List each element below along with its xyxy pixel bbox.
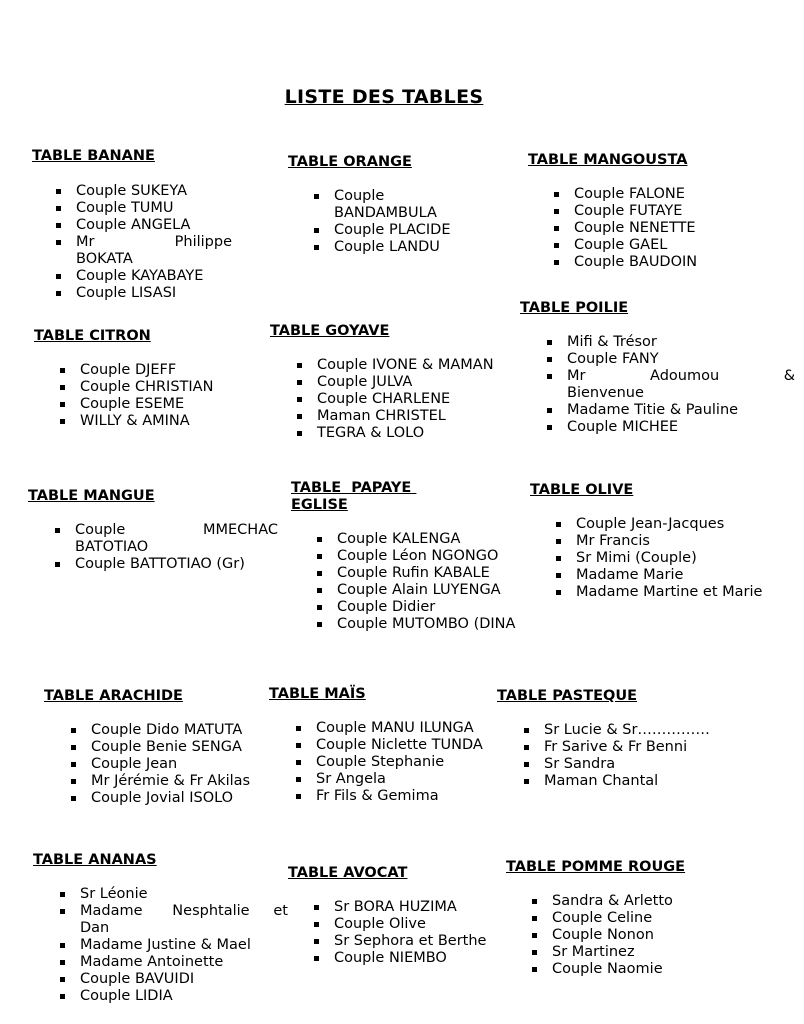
list-item: Couple FANY (545, 351, 795, 368)
bullet-icon (314, 956, 319, 961)
table-title: TABLE AVOCAT (288, 865, 408, 881)
page-title: LISTE DES TABLES (284, 86, 484, 108)
bullet-icon (71, 779, 76, 784)
list-item: Couple Alain LUYENGA (315, 582, 545, 599)
list-item: Mr Adoumou & Bienvenue (545, 368, 795, 402)
list-item: Couple CHRISTIAN (58, 379, 254, 396)
table-mangue (28, 488, 278, 598)
list-item: Couple TUMU (54, 200, 232, 217)
bullet-icon (554, 260, 559, 265)
list-item: Couple FALONE (552, 186, 768, 203)
list-item: Sandra & Arletto (530, 893, 746, 910)
table-mais (269, 686, 488, 811)
list-item: Couple NIEMBO (312, 950, 522, 967)
bullet-icon (60, 909, 65, 914)
list-item: Couple BAVUIDI (58, 971, 288, 988)
list-item: Couple BANDAMBULA (312, 188, 434, 222)
list-item: Couple ANGELA (54, 217, 232, 234)
bullet-icon (554, 192, 559, 197)
bullet-icon (532, 933, 537, 938)
list-item: Couple MANU ILUNGA (294, 720, 534, 737)
list-item: Couple ESEME (58, 396, 254, 413)
list-item: Couple Dido MATUTA (69, 722, 309, 739)
list-item: Mr Philippe BOKATA (54, 234, 232, 268)
table-title: TABLE GOYAVE (270, 323, 390, 339)
table-title: TABLE POILIE (520, 300, 629, 316)
table-papaye-eglise (291, 480, 521, 635)
bullet-icon (547, 357, 552, 362)
bullet-icon (314, 939, 319, 944)
guest-list (312, 899, 522, 967)
list-item: Madame Marie (554, 567, 804, 584)
bullet-icon (297, 397, 302, 402)
bullet-icon (547, 425, 552, 430)
bullet-icon (556, 522, 561, 527)
bullet-icon (524, 745, 529, 750)
list-item: Sr Sephora et Berthe (312, 933, 522, 950)
list-item: Couple Niclette TUNDA (294, 737, 534, 754)
list-item: Couple Nonon (530, 927, 746, 944)
bullet-icon (296, 777, 301, 782)
list-item: Sr Angela (294, 771, 534, 788)
bullet-icon (547, 374, 552, 379)
table-pomme-rouge (506, 859, 746, 984)
guest-list (554, 516, 804, 601)
list-item: Mr Jérémie & Fr Akilas (69, 773, 309, 790)
guest-list (58, 362, 254, 430)
guest-list (58, 886, 288, 1005)
guest-list (522, 722, 757, 790)
table-goyave (270, 323, 510, 448)
bullet-icon (314, 245, 319, 250)
table-poilie (520, 300, 795, 440)
list-item: Couple GAEL (552, 237, 768, 254)
bullet-icon (524, 779, 529, 784)
bullet-icon (71, 745, 76, 750)
table-orange (288, 154, 478, 264)
list-item: WILLY & AMINA (58, 413, 254, 430)
list-item: Couple BATTOTIAO (Gr) (53, 556, 278, 573)
list-item: Sr Lucie & Sr…………… (522, 722, 757, 739)
list-item: Madame Antoinette (58, 954, 288, 971)
bullet-icon (60, 419, 65, 424)
list-item: Couple KALENGA (315, 531, 545, 548)
bullet-icon (556, 590, 561, 595)
guest-list (552, 186, 768, 271)
list-item: Couple MICHEE (545, 419, 795, 436)
guest-list (54, 183, 232, 302)
list-item: Madame Nesphtalie et Dan (58, 903, 288, 937)
list-item: Couple Benie SENGA (69, 739, 309, 756)
bullet-icon (60, 960, 65, 965)
bullet-icon (317, 554, 322, 559)
bullet-icon (297, 363, 302, 368)
list-item: Couple PLACIDE (312, 222, 478, 239)
list-item: Couple LANDU (312, 239, 478, 256)
bullet-icon (317, 622, 322, 627)
list-item: Sr BORA HUZIMA (312, 899, 522, 916)
list-item: Fr Fils & Gemima (294, 788, 534, 805)
list-item: Couple JULVA (295, 374, 510, 391)
list-item: Couple MMECHAC BATOTIAO (53, 522, 278, 556)
list-item: Couple LIDIA (58, 988, 288, 1005)
list-item: Couple Naomie (530, 961, 746, 978)
bullet-icon (314, 922, 319, 927)
list-item: Sr Mimi (Couple) (554, 550, 804, 567)
table-avocat (288, 865, 508, 975)
table-title: TABLE MANGUE (28, 488, 155, 504)
table-mangousta (528, 152, 768, 272)
bullet-icon (547, 340, 552, 345)
bullet-icon (532, 950, 537, 955)
list-item: Maman Chantal (522, 773, 757, 790)
bullet-icon (60, 385, 65, 390)
list-item: Madame Justine & Mael (58, 937, 288, 954)
bullet-icon (60, 402, 65, 407)
bullet-icon (317, 537, 322, 542)
list-item: Fr Sarive & Fr Benni (522, 739, 757, 756)
list-item: Couple Celine (530, 910, 746, 927)
bullet-icon (524, 762, 529, 767)
bullet-icon (60, 994, 65, 999)
bullet-icon (532, 916, 537, 921)
guest-list (545, 334, 795, 436)
bullet-icon (554, 209, 559, 214)
bullet-icon (532, 899, 537, 904)
table-banane (32, 148, 232, 301)
guest-list (53, 522, 278, 573)
guest-list (295, 357, 510, 442)
list-item: Maman CHRISTEL (295, 408, 510, 425)
list-item: Couple KAYABAYE (54, 268, 232, 285)
bullet-icon (71, 762, 76, 767)
list-item: Couple Stephanie (294, 754, 534, 771)
list-item: Couple Jean (69, 756, 309, 773)
table-title: TABLE POMME ROUGE (506, 859, 686, 875)
bullet-icon (556, 556, 561, 561)
bullet-icon (56, 274, 61, 279)
table-title: TABLE MANGOUSTA (528, 152, 688, 168)
bullet-icon (554, 243, 559, 248)
bullet-icon (56, 223, 61, 228)
bullet-icon (547, 408, 552, 413)
bullet-icon (317, 588, 322, 593)
table-title: TABLE CITRON (34, 328, 151, 344)
list-item: Sr Sandra (522, 756, 757, 773)
bullet-icon (71, 728, 76, 733)
bullet-icon (56, 240, 61, 245)
table-title: TABLE ORANGE (288, 154, 412, 170)
table-title: TABLE PASTEQUE (497, 688, 637, 704)
list-item: Couple SUKEYA (54, 183, 232, 200)
bullet-icon (60, 368, 65, 373)
bullet-icon (60, 943, 65, 948)
list-item: Couple Léon NGONGO (315, 548, 545, 565)
bullet-icon (317, 605, 322, 610)
bullet-icon (556, 539, 561, 544)
bullet-icon (56, 291, 61, 296)
bullet-icon (524, 728, 529, 733)
table-citron (34, 328, 254, 438)
bullet-icon (297, 380, 302, 385)
table-title: TABLE PAPAYE EGLISE (291, 480, 417, 513)
list-item: Couple LISASI (54, 285, 232, 302)
bullet-icon (554, 226, 559, 231)
guest-list (315, 531, 545, 633)
table-ananas (33, 852, 288, 1008)
list-item: Madame Titie & Pauline (545, 402, 795, 419)
table-title: TABLE OLIVE (530, 482, 634, 498)
list-item: TEGRA & LOLO (295, 425, 510, 442)
list-item: Mifi & Trésor (545, 334, 795, 351)
table-olive (530, 482, 768, 607)
bullet-icon (296, 726, 301, 731)
list-item: Couple BAUDOIN (552, 254, 768, 271)
list-item: Couple Didier (315, 599, 545, 616)
bullet-icon (296, 794, 301, 799)
table-title: TABLE MAÏS (269, 686, 366, 702)
bullet-icon (71, 796, 76, 801)
list-item: Couple Jovial ISOLO (69, 790, 309, 807)
list-item: Couple DJEFF (58, 362, 254, 379)
list-item: Couple Rufin KABALE (315, 565, 545, 582)
bullet-icon (532, 967, 537, 972)
bullet-icon (296, 760, 301, 765)
bullet-icon (317, 571, 322, 576)
table-pasteque (497, 688, 757, 803)
bullet-icon (314, 905, 319, 910)
list-item: Couple IVONE & MAMAN (295, 357, 510, 374)
list-item: Sr Martinez (530, 944, 746, 961)
table-title: TABLE BANANE (32, 148, 155, 164)
table-arachide (44, 688, 260, 813)
list-item: Couple Olive (312, 916, 522, 933)
guest-list (530, 893, 746, 978)
list-item: Mr Francis (554, 533, 804, 550)
bullet-icon (60, 892, 65, 897)
bullet-icon (297, 431, 302, 436)
bullet-icon (556, 573, 561, 578)
list-item: Couple CHARLENE (295, 391, 510, 408)
bullet-icon (60, 977, 65, 982)
bullet-icon (56, 206, 61, 211)
bullet-icon (297, 414, 302, 419)
list-item: Couple MUTOMBO (DINA (315, 616, 545, 633)
guest-list (312, 188, 478, 256)
list-item: Madame Martine et Marie (554, 584, 804, 601)
list-item: Couple FUTAYE (552, 203, 768, 220)
bullet-icon (55, 562, 60, 567)
bullet-icon (296, 743, 301, 748)
bullet-icon (314, 194, 319, 199)
bullet-icon (55, 528, 60, 533)
table-title: TABLE ARACHIDE (44, 688, 183, 704)
bullet-icon (56, 189, 61, 194)
table-title: TABLE ANANAS (33, 852, 157, 868)
list-item: Couple Jean-Jacques (554, 516, 804, 533)
list-item: Sr Léonie (58, 886, 288, 903)
list-item: Couple NENETTE (552, 220, 768, 237)
bullet-icon (314, 228, 319, 233)
